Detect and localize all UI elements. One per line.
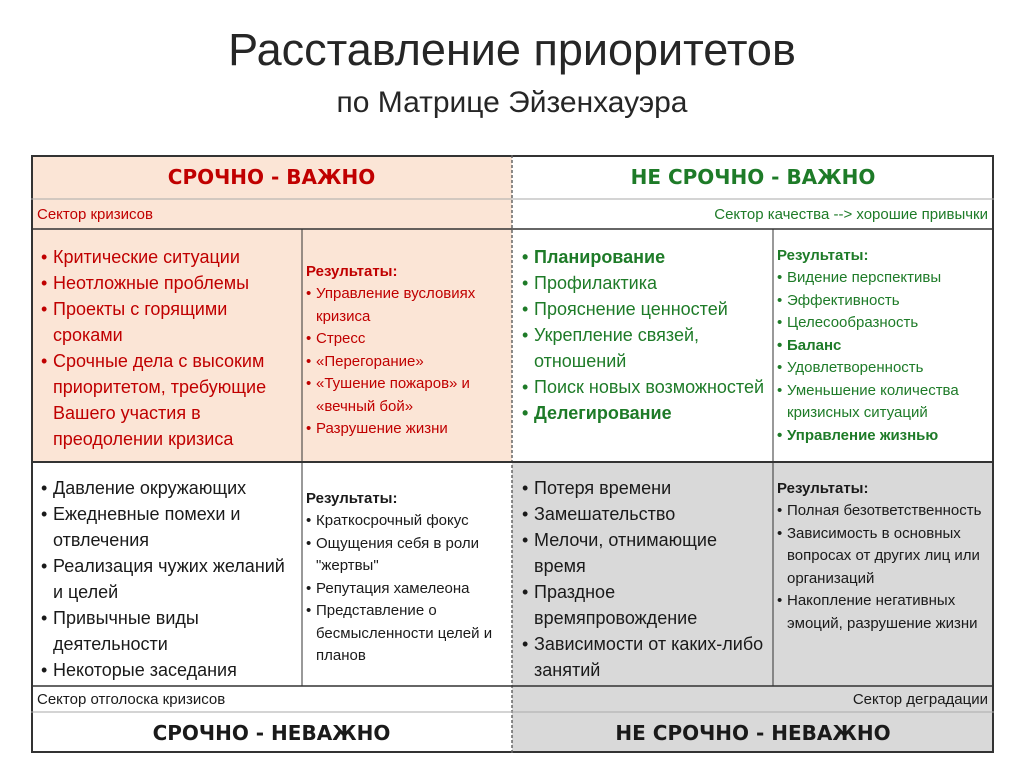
list-item: • Видение перспективы: [777, 267, 990, 290]
list-item: • Давление окружающих: [41, 475, 295, 501]
q1-sector-label: Сектор кризисов: [37, 205, 153, 223]
list-item: • Неотложные проблемы: [41, 270, 295, 296]
list-item: • Праздное времяпровождение: [522, 579, 766, 631]
q4-sector-label: Сектор деградации: [852, 691, 988, 708]
list-item: • Эффективность: [777, 290, 990, 313]
q1-results-title: Результаты:: [306, 263, 398, 280]
q3-sector-label: Сектор отголоска кризисов: [37, 691, 226, 708]
list-item: • Проекты с горящими сроками: [41, 296, 295, 348]
page-title: Расставление приоритетов: [228, 24, 796, 75]
list-item: • Профилактика: [522, 270, 766, 296]
list-item: • Краткосрочный фокус: [306, 510, 508, 533]
list-item: • Разрушение жизни: [306, 418, 508, 441]
list-item: • Баланс: [777, 335, 990, 358]
list-item: • Репутация хамелеона: [306, 578, 508, 601]
page-subtitle: по Матрице Эйзенхауэра: [336, 86, 688, 119]
list-item: • Уменьшение количества кризисных ситуаций: [777, 380, 990, 425]
list-item: • Представление о бесмысленности целей и планов: [306, 600, 508, 668]
list-item: • Срочные дела с высоким приоритетом, требующие Вашего участия в преодолении кризиса: [41, 348, 295, 452]
list-item: • Потеря времени: [522, 475, 766, 501]
list-item: • Замешательство: [522, 501, 766, 527]
list-item: • Зависимость в основных вопросах от других лиц или организаций: [777, 523, 990, 591]
list-item: • Полная безответственность: [777, 500, 990, 523]
matrix-grid: [31, 155, 994, 753]
q4-header: НЕ СРОЧНО - НЕВАЖНО: [615, 721, 891, 745]
list-item: • Ежедневные помехи и отвлечения: [41, 501, 295, 553]
q1-header: СРОЧНО - ВАЖНО: [167, 164, 376, 189]
list-item: • Делегирование: [522, 400, 766, 426]
list-item: • Критические ситуации: [41, 244, 295, 270]
q2-results-title: Результаты:: [777, 247, 869, 264]
list-item: • Укрепление связей, отношений: [522, 322, 766, 374]
list-item: • Удовлетворенность: [777, 357, 990, 380]
eisenhower-matrix: [31, 155, 994, 753]
list-item: • Прояснение ценностей: [522, 296, 766, 322]
q4-results-title: Результаты:: [777, 480, 869, 497]
list-item: • Управление вусловиях кризиса: [306, 283, 508, 328]
list-item: • Зависимости от каких-либо занятий: [522, 631, 766, 683]
list-item: • Накопление негативных эмоций, разрушение жизни: [777, 590, 990, 635]
list-item: • Ощущения себя в роли "жертвы": [306, 533, 508, 578]
list-item: • Поиск новых возможностей: [522, 374, 766, 400]
list-item: • Целесообразность: [777, 312, 990, 335]
list-item: • «Перегорание»: [306, 351, 508, 374]
list-item: • Управление жизнью: [777, 425, 990, 448]
list-item: • Стресс: [306, 328, 508, 351]
list-item: • Планирование: [522, 244, 766, 270]
list-item: • Привычные виды деятельности: [41, 605, 295, 657]
list-item: • Мелочи, отнимающие время: [522, 527, 766, 579]
list-item: • «Тушение пожаров» и «вечный бой»: [306, 373, 508, 418]
q3-header: СРОЧНО - НЕВАЖНО: [152, 721, 391, 745]
list-item: • Реализация чужих желаний и целей: [41, 553, 295, 605]
q2-sector-label: Сектор качества --> хорошие привычки: [714, 205, 988, 223]
list-item: • Некоторые заседания: [41, 657, 295, 683]
q2-header: НЕ СРОЧНО - ВАЖНО: [630, 164, 876, 189]
q3-results-title: Результаты:: [306, 490, 398, 507]
